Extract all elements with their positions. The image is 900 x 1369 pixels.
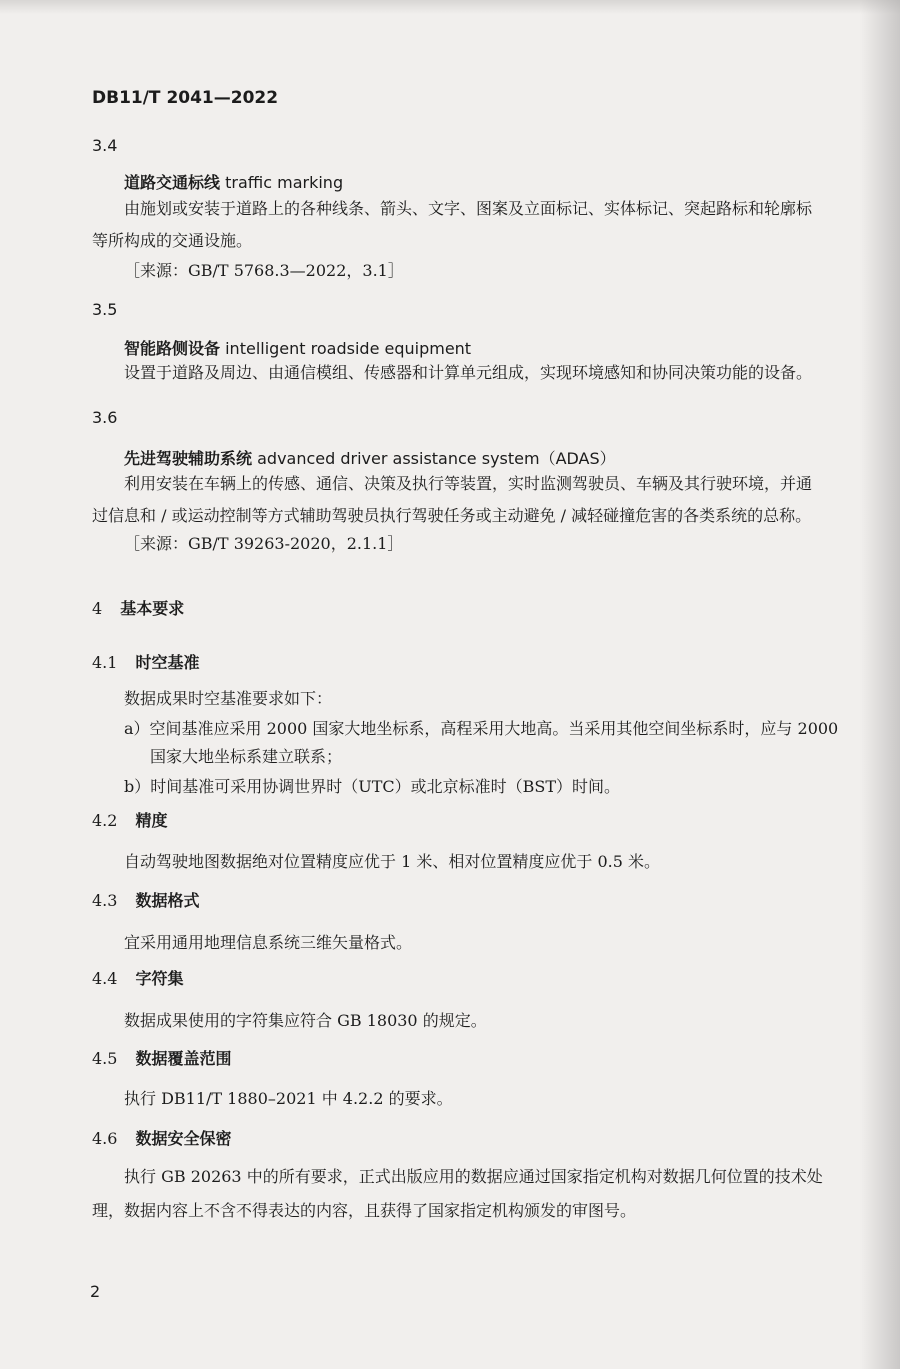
term-english: advanced driver assistance system（ADAS） [257,449,616,468]
page-edge-shadow [860,0,900,1369]
heading-title: 精度 [135,811,168,830]
clause-4-3-text: 宜采用通用地理信息系统三维矢量格式。 [124,933,413,952]
heading-title: 时空基准 [135,653,200,672]
clause-3-4-source: ［来源：GB/T 5768.3—2022，3.1］ [124,261,404,280]
clause-3-5-number: 3.5 [92,300,118,319]
clause-3-4-number: 3.4 [92,136,118,155]
term-chinese: 先进驾驶辅助系统 [124,449,253,468]
page-number: 2 [90,1282,101,1301]
term-chinese: 道路交通标线 [124,173,221,192]
clause-4-3-heading [92,888,199,911]
heading-number: 4.4 [92,969,118,988]
clause-4-6-heading [92,1126,231,1149]
heading-title: 数据覆盖范围 [135,1049,232,1068]
term-english: traffic marking [225,173,344,192]
clause-4-6-line2: 理，数据内容上不含不得表达的内容，且获得了国家指定机构颁发的审图号。 [92,1201,637,1220]
heading-title: 数据格式 [135,891,200,910]
clause-4-1-item-a-line1: a）空间基准应采用 2000 国家大地坐标系，高程采用大地高。当采用其他空间坐标系时，应与 2000 [124,719,839,738]
heading-number: 4.3 [92,891,118,910]
clause-4-4-heading [92,966,183,989]
heading-title: 基本要求 [120,599,185,618]
clause-3-5-term [124,336,471,359]
heading-number: 4.1 [92,653,118,672]
heading-number: 4 [92,599,103,618]
clause-3-4-definition-line1: 由施划或安装于道路上的各种线条、箭头、文字、图案及立面标记、实体标记、突起路标和轮廓标 [124,199,813,218]
clause-3-5-definition: 设置于道路及周边、由通信模组、传感器和计算单元组成，实现环境感知和协同决策功能的设备。 [124,363,813,382]
heading-title: 字符集 [135,969,184,988]
clause-4-1-heading [92,650,199,673]
heading-number: 4.6 [92,1129,118,1148]
heading-title: 数据安全保密 [135,1129,232,1148]
clause-3-6-term [124,446,616,469]
clause-4-1-item-b: b）时间基准可采用协调世界时（UTC）或北京标准时（BST）时间。 [124,777,621,796]
clause-4-5-heading [92,1046,231,1069]
clause-3-6-number: 3.6 [92,408,118,427]
clause-4-2-text: 自动驾驶地图数据绝对位置精度应优于 1 米、相对位置精度应优于 0.5 米。 [124,852,660,871]
clause-3-6-definition-line2: 过信息和 / 或运动控制等方式辅助驾驶员执行驾驶任务或主动避免 / 减轻碰撞危害的各类系统的总称。 [92,506,812,525]
clause-4-6-line1: 执行 GB 20263 中的所有要求，正式出版应用的数据应通过国家指定机构对数据几何位置的技术处 [124,1167,823,1186]
clause-3-4-definition-line2: 等所构成的交通设施。 [92,231,253,250]
chapter-4-heading [92,596,184,619]
clause-4-5-text: 执行 DB11/T 1880–2021 中 4.2.2 的要求。 [124,1089,453,1108]
page-top-edge [0,0,900,14]
term-chinese: 智能路侧设备 [124,339,221,358]
clause-3-6-definition-line1: 利用安装在车辆上的传感、通信、决策及执行等装置，实时监测驾驶员、车辆及其行驶环境，并通 [124,474,813,493]
clause-3-4-term [124,170,343,193]
clause-4-4-text: 数据成果使用的字符集应符合 GB 18030 的规定。 [124,1011,487,1030]
heading-number: 4.2 [92,811,118,830]
term-english: intelligent roadside equipment [225,339,472,358]
clause-4-2-heading [92,808,167,831]
clause-4-1-item-a-line2: 国家大地坐标系建立联系； [150,747,343,766]
clause-4-1-intro: 数据成果时空基准要求如下： [124,689,333,708]
clause-3-6-source: ［来源：GB/T 39263-2020，2.1.1］ [124,534,404,553]
heading-number: 4.5 [92,1049,118,1068]
doc-code-header: DB11/T 2041—2022 [92,88,279,108]
